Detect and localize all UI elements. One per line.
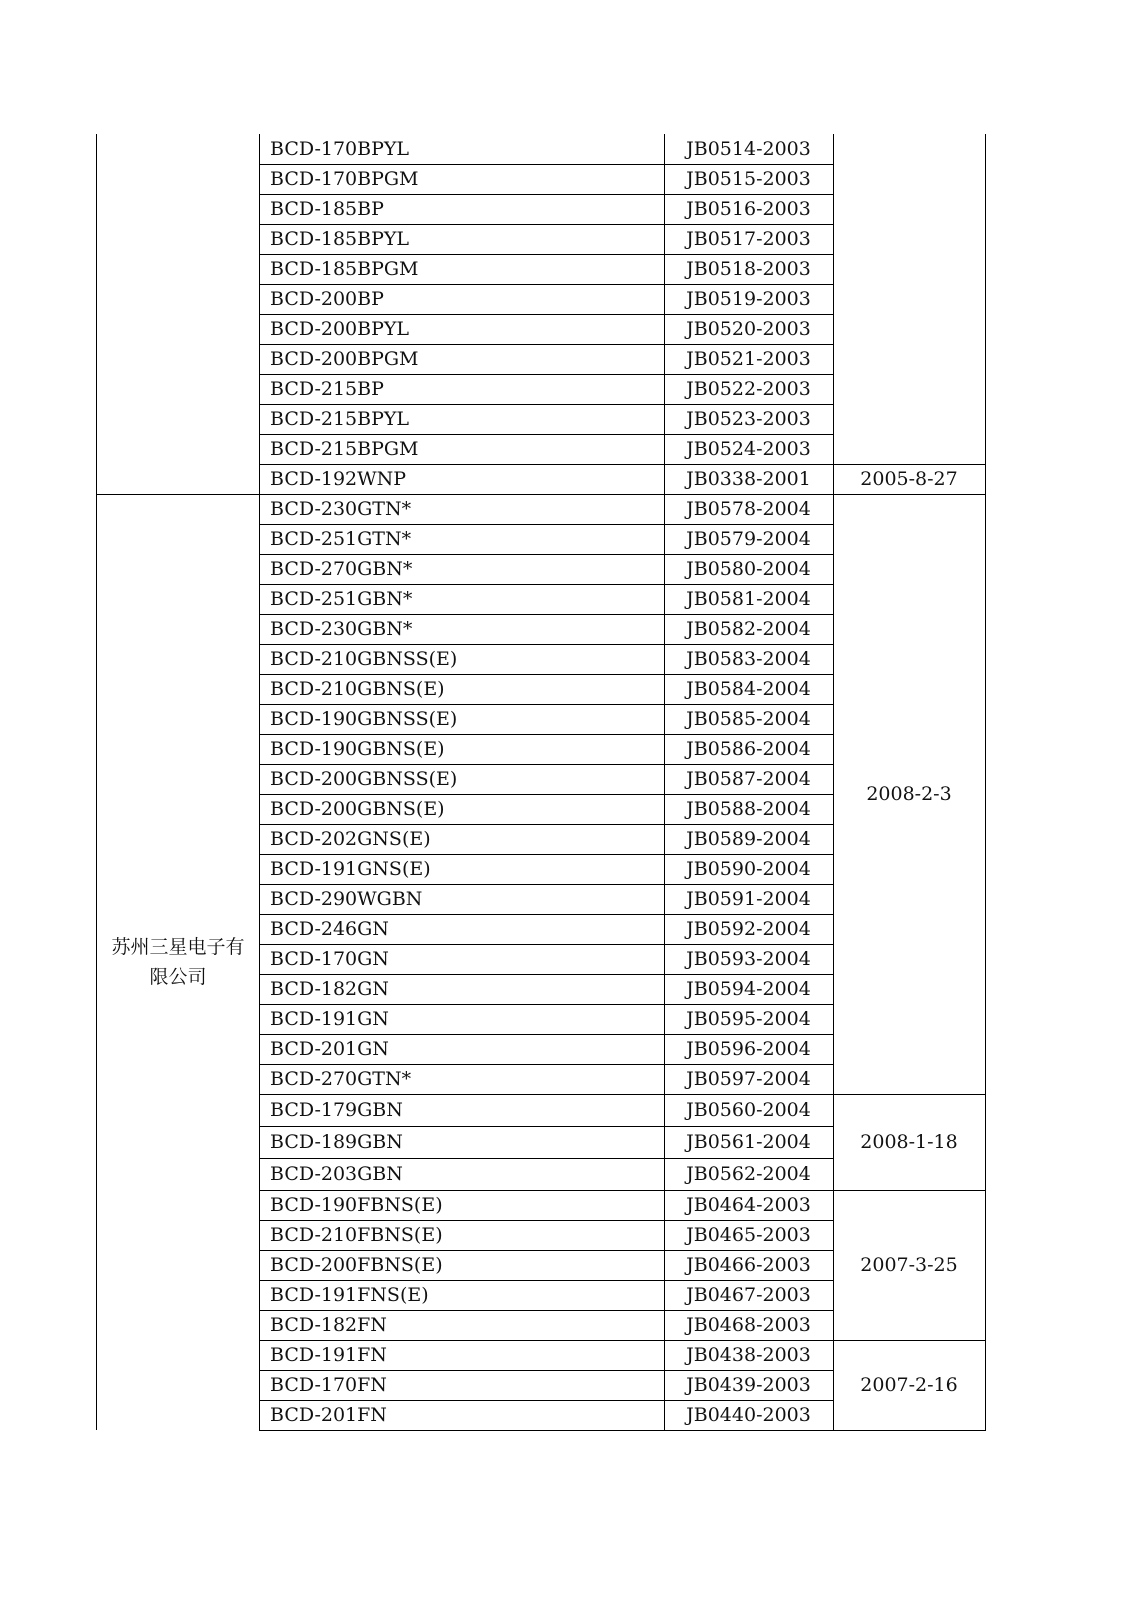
certificate-number: JB0438-2003 (686, 1343, 811, 1366)
certificate-number: JB0581-2004 (686, 587, 811, 610)
model-number: BCD-251GTN* (270, 527, 412, 550)
model-number: BCD-200GBNSS(E) (270, 767, 458, 790)
certificate-number: JB0594-2004 (686, 977, 811, 1000)
model-number: BCD-192WNP (270, 467, 407, 490)
model-number: BCD-200BPYL (270, 317, 410, 340)
model-number: BCD-203GBN (270, 1162, 403, 1185)
certificate-number: JB0589-2004 (686, 827, 811, 850)
model-number: BCD-190FBNS(E) (270, 1193, 443, 1216)
certificate-number: JB0579-2004 (686, 527, 811, 550)
certificate-number: JB0578-2004 (686, 497, 811, 520)
certificate-number: JB0522-2003 (686, 377, 811, 400)
certificate-number: JB0524-2003 (686, 437, 811, 460)
approval-date: 2007-2-16 (860, 1373, 958, 1396)
model-number: BCD-246GN (270, 917, 389, 940)
model-number: BCD-201GN (270, 1037, 389, 1060)
model-number: BCD-290WGBN (270, 887, 423, 910)
model-number: BCD-190GBNS(E) (270, 737, 445, 760)
certificate-number: JB0580-2004 (686, 557, 811, 580)
row-rule (259, 1430, 834, 1431)
certificate-number: JB0562-2004 (686, 1162, 811, 1185)
model-number: BCD-191FN (270, 1343, 387, 1366)
certificate-number: JB0584-2004 (686, 677, 811, 700)
approval-date: 2008-1-18 (860, 1130, 958, 1153)
date-group-rule (833, 1430, 986, 1431)
model-number: BCD-270GBN* (270, 557, 413, 580)
certificate-number: JB0515-2003 (686, 167, 811, 190)
model-number: BCD-202GNS(E) (270, 827, 431, 850)
model-number: BCD-179GBN (270, 1098, 403, 1121)
model-number: BCD-210GBNS(E) (270, 677, 445, 700)
model-number: BCD-170BPYL (270, 137, 410, 160)
certificate-number: JB0595-2004 (686, 1007, 811, 1030)
model-number: BCD-210GBNSS(E) (270, 647, 458, 670)
model-number: BCD-251GBN* (270, 587, 413, 610)
certificate-number: JB0523-2003 (686, 407, 811, 430)
certificate-number: JB0597-2004 (686, 1067, 811, 1090)
model-number: BCD-200BP (270, 287, 384, 310)
certificate-number: JB0514-2003 (686, 137, 811, 160)
model-number: BCD-215BP (270, 377, 384, 400)
model-number: BCD-191FNS(E) (270, 1283, 429, 1306)
model-number: BCD-215BPGM (270, 437, 419, 460)
model-number: BCD-210FBNS(E) (270, 1223, 443, 1246)
model-number: BCD-230GTN* (270, 497, 412, 520)
model-number: BCD-182FN (270, 1313, 387, 1336)
table-outer-right-rule (985, 134, 986, 1430)
certificate-number: JB0591-2004 (686, 887, 811, 910)
certificate-number: JB0440-2003 (686, 1403, 811, 1426)
approval-date: 2005-8-27 (860, 467, 958, 490)
certificate-number: JB0467-2003 (686, 1283, 811, 1306)
model-number: BCD-170BPGM (270, 167, 419, 190)
certificate-number: JB0582-2004 (686, 617, 811, 640)
certificate-number: JB0464-2003 (686, 1193, 811, 1216)
certificate-number: JB0590-2004 (686, 857, 811, 880)
model-number: BCD-191GNS(E) (270, 857, 431, 880)
certificate-number: JB0516-2003 (686, 197, 811, 220)
model-number: BCD-200GBNS(E) (270, 797, 445, 820)
model-number: BCD-201FN (270, 1403, 387, 1426)
model-number: BCD-185BPYL (270, 227, 410, 250)
certificate-number: JB0521-2003 (686, 347, 811, 370)
certificate-number: JB0520-2003 (686, 317, 811, 340)
certificate-number: JB0338-2001 (686, 467, 811, 490)
model-number: BCD-230GBN* (270, 617, 413, 640)
certificate-number: JB0561-2004 (686, 1130, 811, 1153)
model-number: BCD-170GN (270, 947, 389, 970)
certificate-number: JB0560-2004 (686, 1098, 811, 1121)
approval-date: 2007-3-25 (860, 1253, 958, 1276)
certificate-number: JB0583-2004 (686, 647, 811, 670)
approval-date: 2008-2-3 (866, 782, 952, 805)
certificate-number: JB0439-2003 (686, 1373, 811, 1396)
certificate-number: JB0466-2003 (686, 1253, 811, 1276)
certificate-number: JB0593-2004 (686, 947, 811, 970)
certificate-number: JB0586-2004 (686, 737, 811, 760)
model-number: BCD-190GBNSS(E) (270, 707, 458, 730)
certificate-number: JB0596-2004 (686, 1037, 811, 1060)
certificate-number: JB0587-2004 (686, 767, 811, 790)
certificate-number: JB0592-2004 (686, 917, 811, 940)
model-number: BCD-191GN (270, 1007, 389, 1030)
model-number: BCD-185BP (270, 197, 384, 220)
model-number: BCD-215BPYL (270, 407, 410, 430)
certificate-number: JB0465-2003 (686, 1223, 811, 1246)
certificate-number: JB0588-2004 (686, 797, 811, 820)
certificate-number: JB0519-2003 (686, 287, 811, 310)
model-number: BCD-200FBNS(E) (270, 1253, 443, 1276)
certificate-number: JB0517-2003 (686, 227, 811, 250)
model-number: BCD-185BPGM (270, 257, 419, 280)
certificate-number: JB0585-2004 (686, 707, 811, 730)
certificate-number: JB0518-2003 (686, 257, 811, 280)
company-name: 苏州三星电子有限公司 (111, 936, 245, 988)
model-number: BCD-200BPGM (270, 347, 419, 370)
model-number: BCD-189GBN (270, 1130, 403, 1153)
certificate-number: JB0468-2003 (686, 1313, 811, 1336)
model-number: BCD-270GTN* (270, 1067, 412, 1090)
model-number: BCD-182GN (270, 977, 389, 1000)
model-number: BCD-170FN (270, 1373, 387, 1396)
